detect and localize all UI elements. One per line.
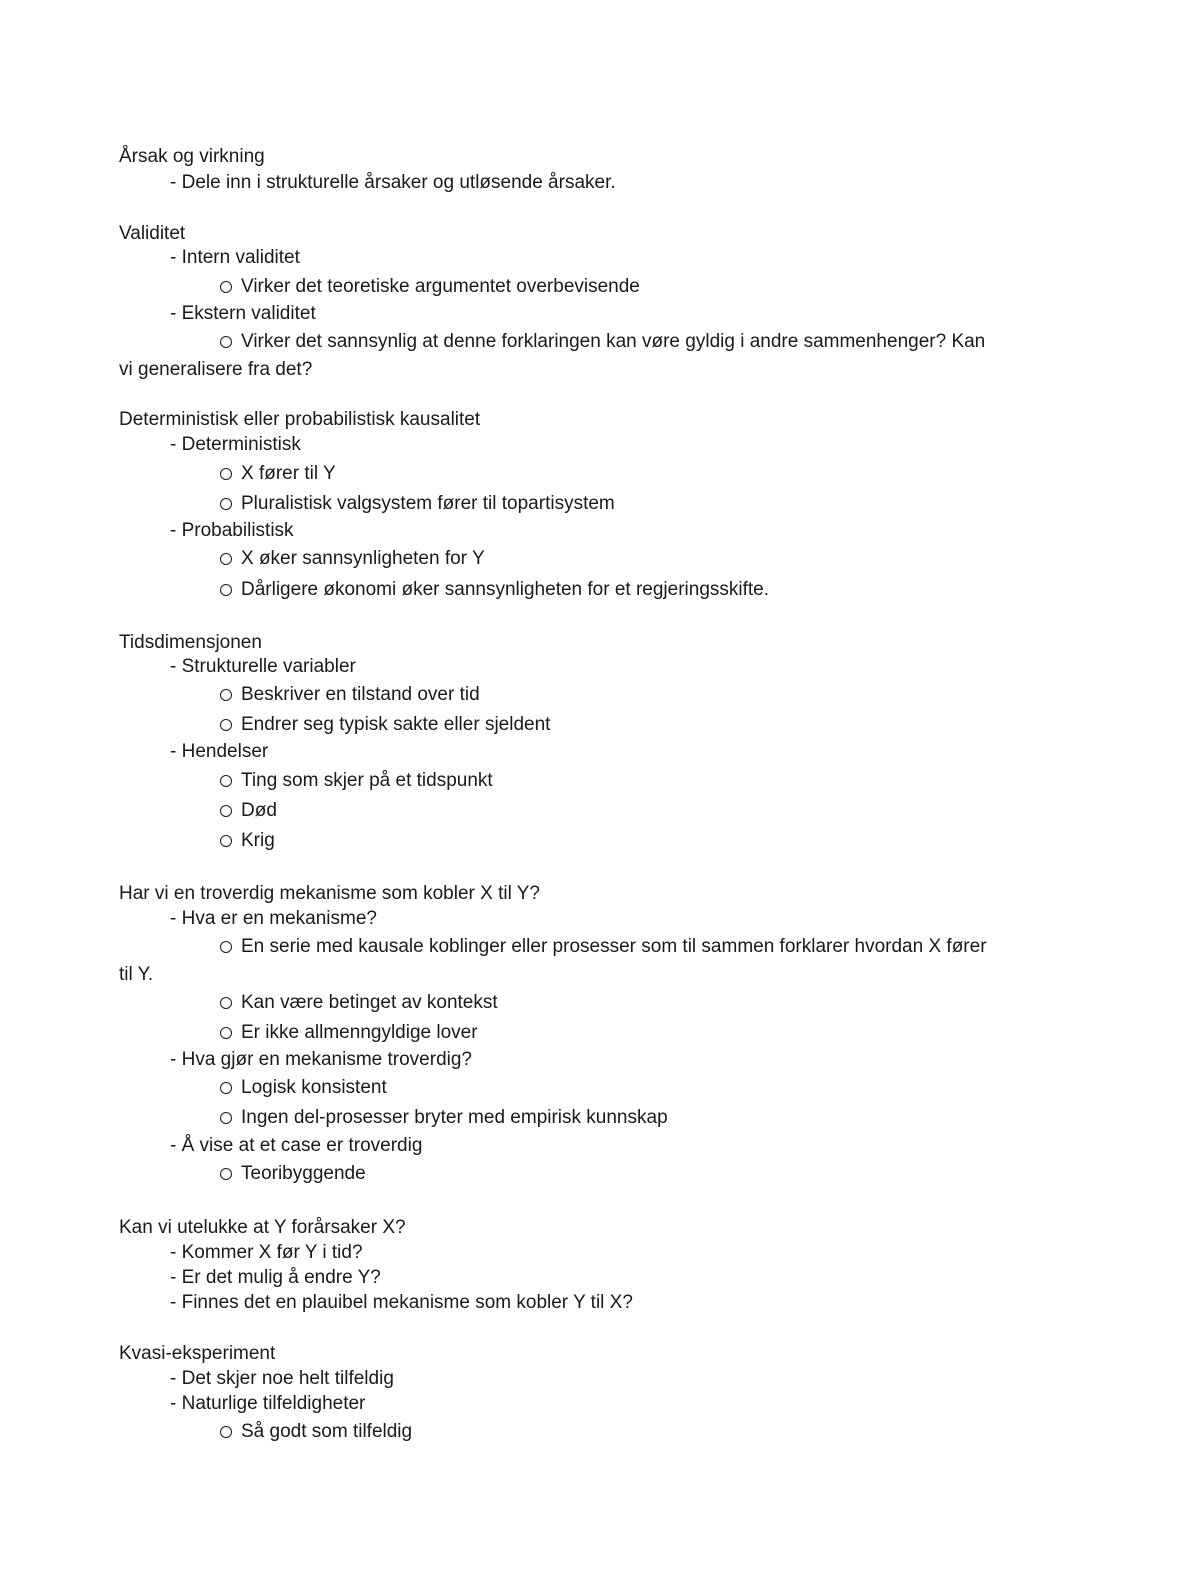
sub-list-item: X fører til Y <box>220 463 336 485</box>
list-item: - Kommer X før Y i tid? <box>170 1242 363 1263</box>
circle-bullet-icon <box>220 719 232 731</box>
circle-bullet-icon <box>220 468 232 480</box>
section-heading: Kan vi utelukke at Y forårsaker X? <box>119 1217 406 1238</box>
list-item: - Finnes det en plauibel mekanisme som kobler Y til X? <box>170 1292 633 1313</box>
sub-list-item: Virker det teoretiske argumentet overbevisende <box>220 276 640 298</box>
circle-bullet-icon <box>220 281 232 293</box>
section-heading: Har vi en troverdig mekanisme som kobler X til Y? <box>119 883 540 904</box>
list-item: - Strukturelle variabler <box>170 656 356 677</box>
circle-bullet-icon <box>220 835 232 847</box>
sub-list-item: Ingen del-prosesser bryter med empirisk kunnskap <box>220 1107 668 1129</box>
list-item: - Å vise at et case er troverdig <box>170 1135 423 1156</box>
circle-bullet-icon <box>220 689 232 701</box>
sub-list-item: Beskriver en tilstand over tid <box>220 684 480 706</box>
list-item: - Hendelser <box>170 741 269 762</box>
list-item: - Det skjer noe helt tilfeldig <box>170 1368 394 1389</box>
circle-bullet-icon <box>220 553 232 565</box>
sub-list-item: X øker sannsynligheten for Y <box>220 548 485 570</box>
list-item: - Hva gjør en mekanisme troverdig? <box>170 1049 472 1070</box>
sub-list-item: Teoribyggende <box>220 1163 366 1185</box>
sub-list-item: Så godt som tilfeldig <box>220 1421 412 1443</box>
circle-bullet-icon <box>220 1426 232 1438</box>
circle-bullet-icon <box>220 1027 232 1039</box>
list-item: - Deterministisk <box>170 434 301 455</box>
sub-list-item: Krig <box>220 830 275 852</box>
circle-bullet-icon <box>220 775 232 787</box>
section-heading: Årsak og virkning <box>119 146 265 167</box>
circle-bullet-icon <box>220 997 232 1009</box>
list-item: - Intern validitet <box>170 247 300 268</box>
sub-list-item: Endrer seg typisk sakte eller sjeldent <box>220 714 550 736</box>
sub-list-item: Dårligere økonomi øker sannsynligheten for et regjeringsskifte. <box>220 579 769 601</box>
section-heading: Tidsdimensjonen <box>119 632 262 653</box>
sub-list-item: Pluralistisk valgsystem fører til topartisystem <box>220 493 615 515</box>
circle-bullet-icon <box>220 805 232 817</box>
sub-list-item: Logisk konsistent <box>220 1077 387 1099</box>
circle-bullet-icon <box>220 1112 232 1124</box>
section-heading: Deterministisk eller probabilistisk kausalitet <box>119 409 481 430</box>
sub-list-item: Død <box>220 800 277 822</box>
sub-list-item-continuation: vi generalisere fra det? <box>119 359 313 380</box>
sub-list-item: Er ikke allmenngyldige lover <box>220 1022 478 1044</box>
list-item: - Dele inn i strukturelle årsaker og utløsende årsaker. <box>170 172 616 193</box>
sub-list-item: En serie med kausale koblinger eller prosesser som til sammen forklarer hvordan X fører <box>220 936 987 958</box>
section-heading: Kvasi-eksperiment <box>119 1343 276 1364</box>
list-item: - Hva er en mekanisme? <box>170 908 377 929</box>
circle-bullet-icon <box>220 941 232 953</box>
sub-list-item: Ting som skjer på et tidspunkt <box>220 770 493 792</box>
sub-list-item: Virker det sannsynlig at denne forklaringen kan vøre gyldig i andre sammenhenger? Kan <box>220 331 985 353</box>
list-item: - Ekstern validitet <box>170 303 316 324</box>
circle-bullet-icon <box>220 584 232 596</box>
list-item: - Er det mulig å endre Y? <box>170 1267 381 1288</box>
list-item: - Naturlige tilfeldigheter <box>170 1393 366 1414</box>
circle-bullet-icon <box>220 498 232 510</box>
sub-list-item-continuation: til Y. <box>119 964 154 985</box>
circle-bullet-icon <box>220 1168 232 1180</box>
circle-bullet-icon <box>220 336 232 348</box>
circle-bullet-icon <box>220 1082 232 1094</box>
section-heading: Validitet <box>119 223 186 244</box>
sub-list-item: Kan være betinget av kontekst <box>220 992 498 1014</box>
list-item: - Probabilistisk <box>170 520 294 541</box>
